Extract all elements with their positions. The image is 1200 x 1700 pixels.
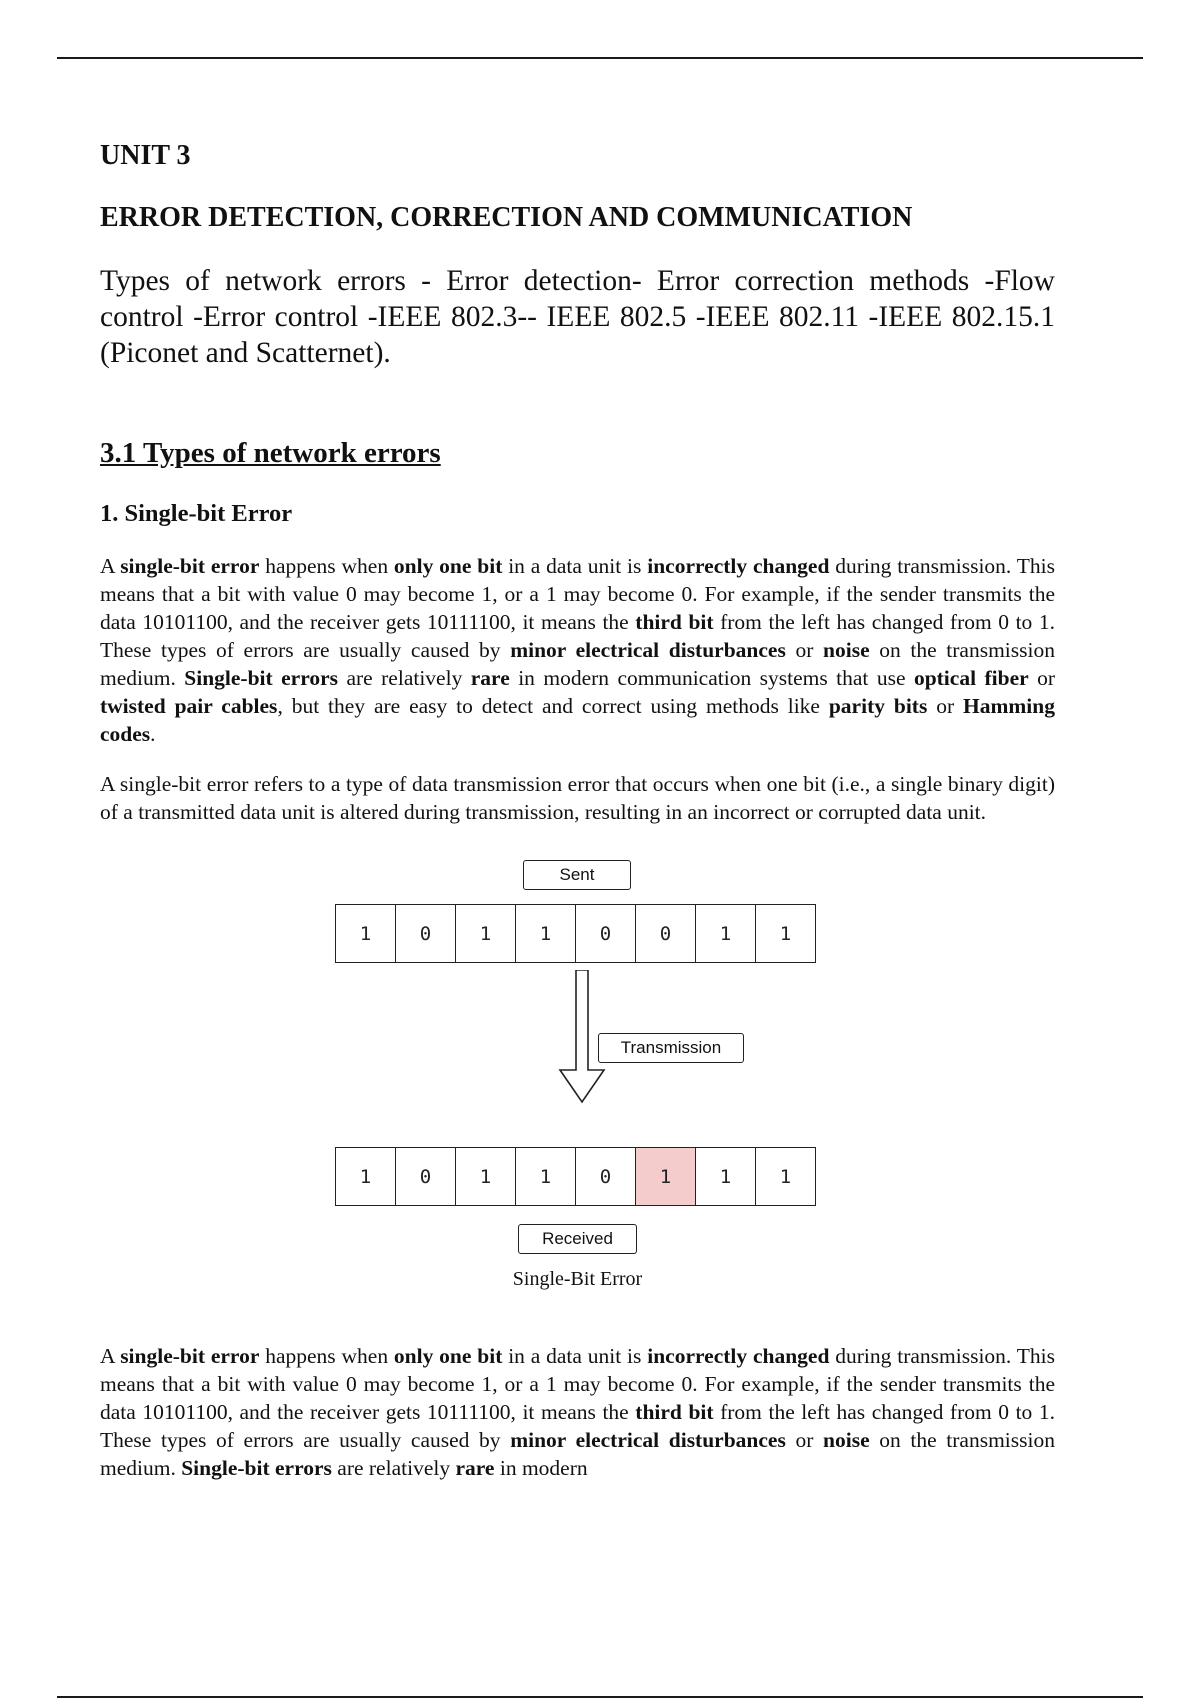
figure-caption: Single-Bit Error [512, 1268, 643, 1291]
bit-cell: 1 [336, 905, 396, 962]
bit-cell: 1 [779, 922, 792, 945]
syllabus-text: Types of network errors - Error detection- Error correction methods -Flow control -Error control -IEEE 802.3-- IEEE 802.5 -IEEE 802.11 -IEEE 802.15.1 (Piconet and Scatternet). [100, 264, 1055, 369]
paragraph-3: A single-bit error happens when only one bit in a data unit is incorrectly changed during transmission. This means that a bit with value 0 may become 1, or a 1 may become 0. For example, if the sender transmits the data 10101100, and the receiver gets 10111100, it means the third bit from the left has changed from 0 to 1. These types of errors are usually caused by minor electrical disturbances or noise on the transmission medium. Single-bit errors are relatively rare in modern [100, 1344, 1055, 1481]
unit-number: UNIT 3 [100, 140, 191, 171]
sent-bits-row [335, 904, 816, 963]
single-bit-error-figure [100, 830, 1055, 1330]
bit-cell: 0 [396, 1148, 456, 1205]
bit-cell: 0 [636, 905, 696, 962]
bit-cell: 0 [576, 1148, 636, 1205]
section-heading: 3.1 Types of network errors [100, 436, 441, 469]
sent-label: Sent [523, 860, 631, 890]
bit-cell: 1 [636, 1148, 696, 1205]
top-rule [57, 57, 1143, 59]
bit-cell: 1 [456, 1148, 516, 1205]
transmission-label: Transmission [598, 1033, 744, 1063]
bit-cell: 1 [696, 1148, 756, 1205]
subheading: 1. Single-bit Error [100, 500, 293, 528]
received-label: Received [518, 1224, 637, 1254]
unit-title: ERROR DETECTION, CORRECTION AND COMMUNICATION [100, 202, 913, 234]
bit-cell: 1 [516, 905, 576, 962]
page-content [100, 138, 1055, 1482]
paragraph-1: A single-bit error happens when only one bit in a data unit is incorrectly changed during transmission. This means that a bit with value 0 may become 1, or a 1 may become 0. For example, if the sender transmits the data 10101100, and the receiver gets 10111100, it means the third bit from the left has changed from 0 to 1. These types of errors are usually caused by minor electrical disturbances or noise on the transmission medium. Single-bit errors are relatively rare in modern communication systems that use optical fiber or twisted pair cables, but they are easy to detect and correct using methods like parity bits or Hamming codes. [100, 554, 1055, 747]
bit-cell: 1 [516, 1148, 576, 1205]
bit-cell: 0 [396, 905, 456, 962]
bit-cell: 1 [696, 905, 756, 962]
bit-cell: 1 [456, 905, 516, 962]
bit-cell: 1 [779, 1165, 792, 1188]
paragraph-2: A single-bit error refers to a type of data transmission error that occurs when one bit (i.e., a single binary digit) of a transmitted data unit is altered during transmission, resulting in an incorrect or corrupted data unit. [100, 772, 1055, 825]
bit-cell: 0 [576, 905, 636, 962]
bottom-rule [57, 1696, 1143, 1698]
bit-cell: 1 [336, 1148, 396, 1205]
received-bits-row [335, 1147, 816, 1206]
